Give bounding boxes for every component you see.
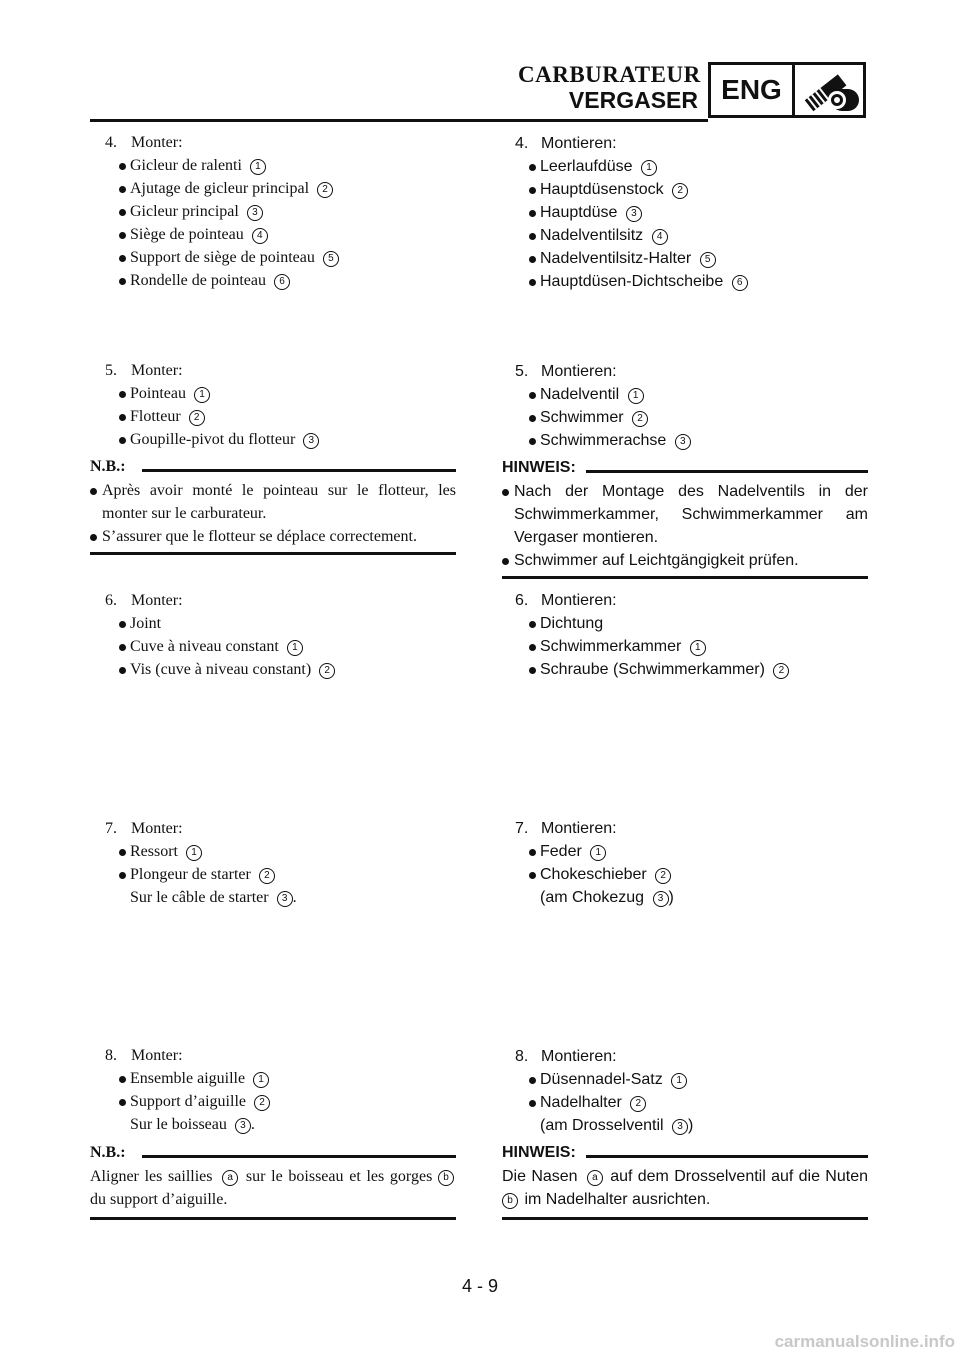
de-step-5	[515, 360, 875, 452]
callout-number: 2	[655, 868, 671, 884]
callout-number: 1	[590, 845, 606, 861]
step-verb: Montieren:	[541, 1048, 617, 1065]
callout-number: 1	[250, 159, 266, 175]
wrench-engine-icon	[797, 67, 863, 115]
step-number: 5.	[105, 362, 117, 379]
step-number: 8.	[515, 1048, 529, 1065]
callout-number: 3	[235, 1118, 251, 1134]
callout-number: 1	[628, 388, 644, 404]
callout-number: 2	[259, 868, 275, 884]
list-item: Feder	[540, 843, 582, 860]
note-text: sur le boisseau et les gorges	[245, 1168, 433, 1185]
de-step-4	[515, 132, 875, 293]
list-item: Flotteur	[130, 408, 181, 425]
callout-number: 1	[287, 640, 303, 656]
list-item: Ensemble aiguille	[130, 1070, 246, 1087]
list-item: (am Chokezug	[540, 889, 645, 906]
note-text: Aligner les saillies	[90, 1168, 213, 1185]
step-verb: Monter:	[131, 820, 183, 837]
step-number: 6.	[515, 592, 529, 609]
callout-number: 3	[626, 206, 642, 222]
list-item: Sur le boisseau	[130, 1116, 227, 1133]
step-number: 4.	[515, 135, 529, 152]
punctuation: )	[668, 889, 674, 906]
step-number: 4.	[105, 134, 117, 151]
step-number: 5.	[515, 363, 529, 380]
punctuation: )	[688, 1117, 694, 1134]
section-title-de: VERGASER	[568, 87, 698, 113]
callout-number: 1	[641, 160, 657, 176]
list-item: Chokeschieber	[540, 866, 647, 883]
callout-number: 3	[303, 433, 319, 449]
list-item: Cuve à niveau constant	[130, 638, 279, 655]
list-item: Dichtung	[540, 615, 604, 632]
fr-step-7	[105, 817, 465, 909]
step-verb: Montieren:	[541, 363, 617, 380]
list-item: Schwimmer	[540, 409, 624, 426]
note-text: du support d’aiguille.	[90, 1191, 228, 1208]
fr-note-1	[90, 457, 456, 555]
de-note-2	[502, 1143, 868, 1220]
list-item: Vis (cuve à niveau constant)	[130, 661, 312, 678]
fr-step-4	[105, 131, 465, 292]
callout-number: 2	[189, 410, 205, 426]
note-text: im Nadelhalter ausrichten.	[524, 1191, 711, 1208]
callout-number: 5	[700, 252, 716, 268]
list-item: Nadelventilsitz	[540, 227, 644, 244]
callout-letter: b	[502, 1193, 518, 1209]
punctuation: .	[292, 889, 297, 906]
de-note-1	[502, 458, 868, 579]
list-item: Support de siège de pointeau	[130, 249, 315, 266]
step-verb: Monter:	[131, 592, 183, 609]
step-number: 8.	[105, 1047, 117, 1064]
list-item: Gicleur principal	[130, 203, 239, 220]
list-item: Siège de pointeau	[130, 226, 244, 243]
step-verb: Montieren:	[541, 820, 617, 837]
list-item: Nadelhalter	[540, 1094, 622, 1111]
note-label: N.B.:	[90, 458, 126, 475]
note-text: S’assurer que le flotteur se déplace correctement.	[102, 528, 417, 545]
list-item: Schwimmerkammer	[540, 638, 682, 655]
callout-number: 1	[253, 1072, 269, 1088]
callout-number: 3	[672, 1119, 688, 1135]
step-verb: Monter:	[131, 134, 183, 151]
callout-letter: a	[587, 1170, 603, 1186]
callout-number: 6	[274, 274, 290, 290]
de-step-8	[515, 1045, 875, 1137]
step-number: 6.	[105, 592, 117, 609]
watermark-text: carmanualsonline.info	[774, 1332, 955, 1351]
header-rule	[90, 119, 708, 122]
callout-number: 5	[323, 251, 339, 267]
fr-step-8	[105, 1044, 465, 1136]
list-item: Hauptdüsenstock	[540, 181, 664, 198]
callout-number: 3	[653, 891, 669, 907]
callout-number: 1	[690, 640, 706, 656]
callout-number: 2	[254, 1095, 270, 1111]
fr-step-6	[105, 589, 465, 681]
list-item: Hauptdüse	[540, 204, 618, 221]
punctuation: .	[250, 1116, 255, 1133]
callout-number: 2	[773, 663, 789, 679]
list-item: Ressort	[130, 843, 178, 860]
list-item: Ajutage de gicleur principal	[130, 180, 310, 197]
callout-number: 2	[632, 411, 648, 427]
note-text: Après avoir monté le pointeau sur le flotteur, les monter sur le carburateur.	[102, 482, 456, 522]
list-item: Goupille-pivot du flotteur	[130, 431, 296, 448]
list-item: Düsennadel-Satz	[540, 1071, 663, 1088]
callout-number: 1	[194, 387, 210, 403]
callout-number: 2	[672, 183, 688, 199]
callout-number: 3	[675, 434, 691, 450]
step-verb: Montieren:	[541, 592, 617, 609]
callout-number: 4	[652, 229, 668, 245]
step-verb: Montieren:	[541, 135, 617, 152]
note-label: HINWEIS:	[502, 1144, 576, 1161]
list-item: Plongeur de starter	[130, 866, 251, 883]
step-number: 7.	[105, 820, 117, 837]
callout-number: 4	[252, 228, 268, 244]
section-title-fr: CARBURATEUR	[518, 62, 701, 87]
list-item: Joint	[130, 615, 162, 632]
list-item: Support d’aiguille	[130, 1093, 246, 1110]
eng-badge-label: ENG	[711, 65, 795, 115]
list-item: Nadelventil	[540, 386, 620, 403]
step-verb: Monter:	[131, 362, 183, 379]
callout-number: 3	[277, 891, 293, 907]
note-label: HINWEIS:	[502, 459, 576, 476]
list-item: Gicleur de ralenti	[130, 157, 242, 174]
note-text: Nach der Montage des Nadelventils in der Schwimmerkammer, Schwimmerkammer am Vergaser montieren.	[514, 483, 868, 546]
list-item: Nadelventilsitz-Halter	[540, 250, 692, 267]
list-item: Sur le câble de starter	[130, 889, 269, 906]
callout-letter: b	[438, 1170, 454, 1186]
note-text: Die Nasen	[502, 1168, 578, 1185]
step-number: 7.	[515, 820, 529, 837]
callout-number: 2	[630, 1096, 646, 1112]
note-label: N.B.:	[90, 1144, 126, 1161]
list-item: Rondelle de pointeau	[130, 272, 266, 289]
callout-number: 6	[732, 275, 748, 291]
fr-note-2	[90, 1143, 456, 1220]
list-item: Schraube (Schwimmerkammer)	[540, 661, 765, 678]
page-number: 4 - 9	[461, 1276, 499, 1296]
callout-letter: a	[222, 1170, 238, 1186]
callout-number: 3	[247, 205, 263, 221]
callout-number: 1	[186, 845, 202, 861]
list-item: Pointeau	[130, 385, 186, 402]
note-text: auf dem Drosselventil auf die Nuten	[610, 1168, 868, 1185]
note-text: Schwimmer auf Leichtgängigkeit prüfen.	[514, 552, 799, 569]
list-item: Leerlaufdüse	[540, 158, 633, 175]
callout-number: 2	[317, 182, 333, 198]
callout-number: 1	[671, 1073, 687, 1089]
eng-badge	[708, 62, 866, 118]
list-item: Schwimmerachse	[540, 432, 667, 449]
callout-number: 2	[319, 663, 335, 679]
fr-step-5	[105, 359, 465, 451]
list-item: Hauptdüsen-Dichtscheibe	[540, 273, 724, 290]
de-step-6	[515, 589, 875, 681]
de-step-7	[515, 817, 875, 909]
list-item: (am Drosselventil	[540, 1117, 664, 1134]
step-verb: Monter:	[131, 1047, 183, 1064]
